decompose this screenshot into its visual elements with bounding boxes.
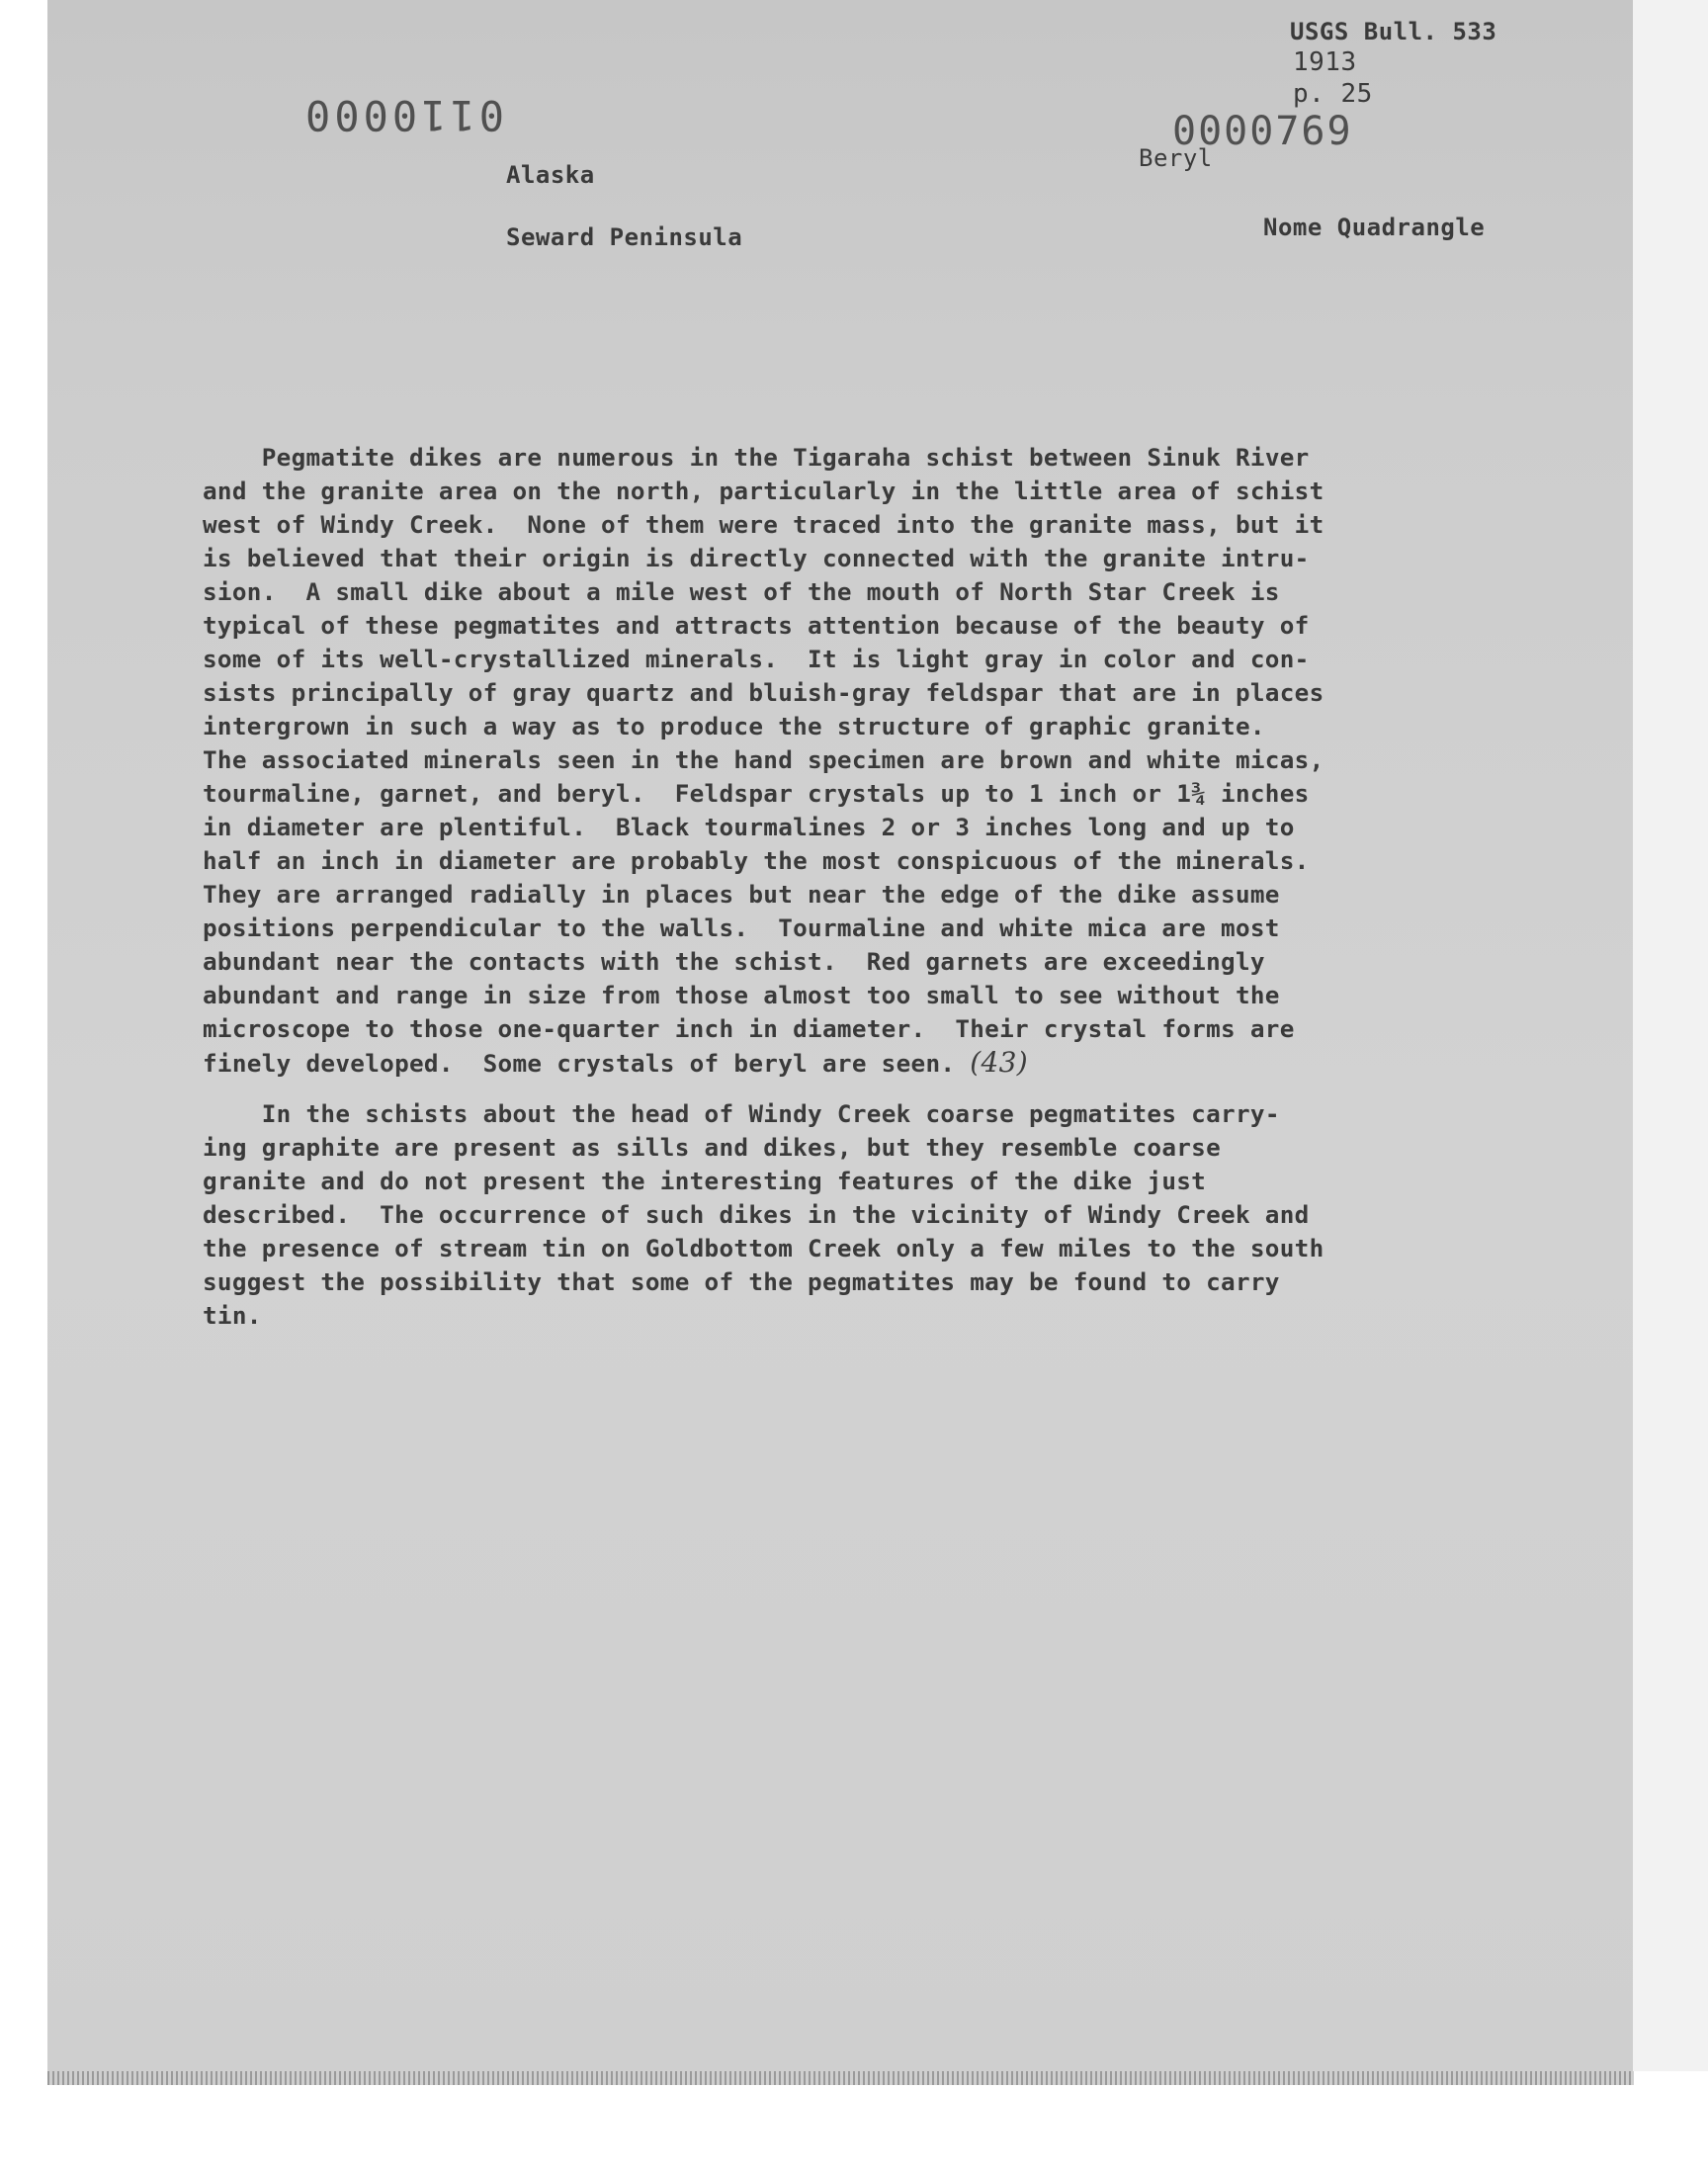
scan-margin-right [1633, 0, 1708, 2071]
source-line-2: 1913 [1293, 47, 1357, 77]
commodity-label: Beryl [1139, 144, 1213, 172]
paragraph-2 [203, 1097, 1458, 1333]
paragraph-1-text: Pegmatite dikes are numerous in the Tigaraha schist between Sinuk River and the granite area on the north, particularly in the little area of schist west of Windy Creek. None of them were traced into the granite mass, but it is believed that their origin is directly connected with the granite intru- sion. A small dike about a mile west of the mouth of North Star Creek is typical of these pegmatites and attracts attention because of the beauty of some of its well-crystallized minerals. It is light gray in color and con- sists principally of gray quartz and bluish-gray feldspar that are in places intergrown in such a way as to produce the structure of graphic granite. The associated minerals seen in the hand specimen are brown and white micas, tourmaline, garnet, and beryl. Feldspar crystals up to 1 inch or 1¾ inches in diameter are plentiful. Black tourmalines 2 or 3 inches long and up to half an inch in diameter are probably the most conspicuous of the minerals. They are arranged radially in places but near the edge of the dike assume positions perpendicular to the walls. Tourmaline and white mica are most abundant near the contacts with the schist. Red garnets are exceedingly abundant and range in size from those almost too small to see without the microscope to those one-quarter inch in diameter. Their crystal forms are finely developed. Some crystals of beryl are seen. [203, 443, 1324, 1078]
quadrangle-label: Nome Quadrangle [1263, 214, 1486, 241]
document-number-stamp-right: 0000769 [1172, 109, 1353, 154]
paragraph-2-text: In the schists about the head of Windy Creek coarse pegmatites carry- ing graphite are present as sills and dikes, but they resemble coarse granite and do not present the interesting features of the dike just described. The occurrence of such dikes in the vicinity of Windy Creek and the presence of stream tin on Goldbottom Creek only a few miles to the south suggest the possibility that some of the pegmatites may be found to carry tin. [203, 1099, 1324, 1330]
scan-edge-bottom [47, 2071, 1634, 2085]
reference-number: (43) [970, 1046, 1028, 1079]
paragraph-1 [203, 441, 1458, 1081]
state-label: Alaska [506, 161, 595, 189]
source-line-1: USGS Bull. 533 [1290, 18, 1497, 45]
document-number-stamp-left: 0110000 [301, 91, 505, 139]
source-line-3: p. 25 [1293, 79, 1373, 109]
region-label: Seward Peninsula [506, 223, 743, 251]
